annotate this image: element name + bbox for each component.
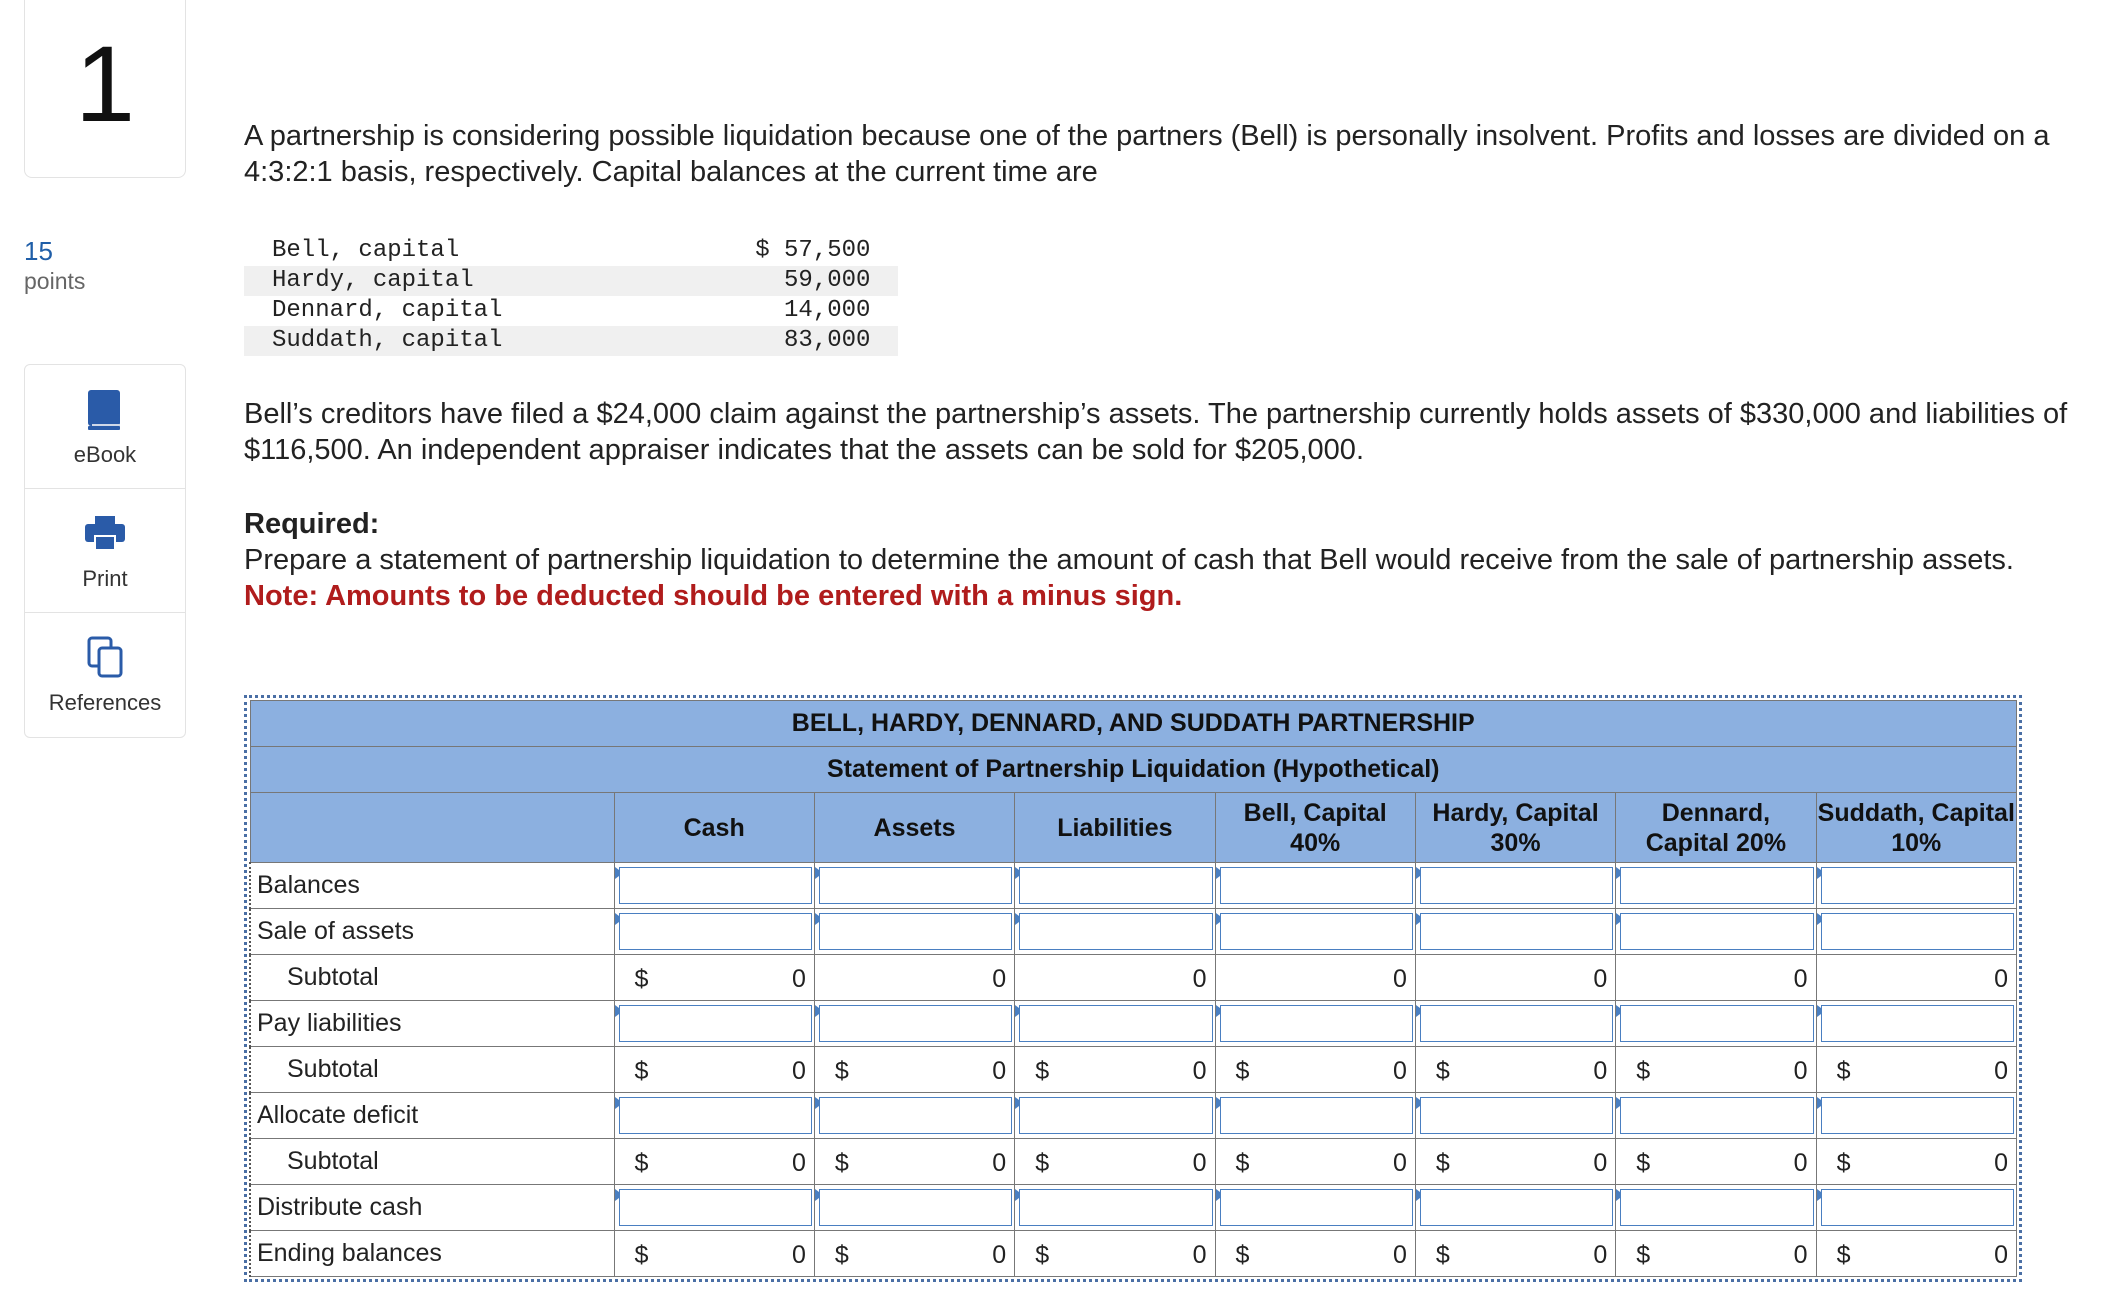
amount-input-cell[interactable] bbox=[1215, 863, 1415, 909]
amount-input[interactable] bbox=[1821, 1189, 2014, 1226]
problem-details: Bell’s creditors have filed a $24,000 claim against the partnership’s assets. The partnership currently holds assets of $330,000 and liabilities of $116,500. An independent appraiser indicates that the assets can be sold for $205,000. bbox=[244, 398, 2068, 466]
computed-value: 0 bbox=[1392, 1149, 1407, 1177]
amount-input[interactable] bbox=[819, 913, 1012, 950]
computed-value-cell bbox=[814, 1047, 1014, 1093]
currency-symbol: $ bbox=[1435, 1149, 1450, 1177]
computed-value-cell bbox=[1215, 955, 1415, 1001]
computed-value-cell bbox=[1616, 1231, 1816, 1277]
note-text: Note: Amounts to be deducted should be entered with a minus sign. bbox=[244, 580, 1183, 612]
question-number: 1 bbox=[74, 22, 136, 144]
row-label: Allocate deficit bbox=[250, 1093, 614, 1139]
currency-symbol: $ bbox=[634, 1149, 649, 1177]
column-header: Hardy, Capital 30% bbox=[1415, 793, 1615, 863]
computed-value-cell bbox=[1015, 1047, 1215, 1093]
row-label: Subtotal bbox=[250, 1047, 614, 1093]
amount-input[interactable] bbox=[619, 913, 812, 950]
computed-value: 0 bbox=[791, 965, 806, 993]
currency-symbol: $ bbox=[1435, 1057, 1450, 1085]
currency-symbol: $ bbox=[1235, 1241, 1250, 1269]
amount-input-cell[interactable] bbox=[1816, 909, 2016, 955]
computed-value-cell bbox=[1415, 1047, 1615, 1093]
amount-input[interactable] bbox=[1220, 1005, 1413, 1042]
table-row bbox=[244, 236, 898, 266]
currency-symbol: $ bbox=[834, 1241, 849, 1269]
amount-input[interactable] bbox=[1019, 1005, 1212, 1042]
amount-input-cell[interactable] bbox=[1816, 1093, 2016, 1139]
tool-panel bbox=[24, 364, 186, 738]
computed-value: 0 bbox=[1793, 1241, 1808, 1269]
computed-value-cell bbox=[1015, 1139, 1215, 1185]
computed-value: 0 bbox=[1392, 1057, 1407, 1085]
amount-input[interactable] bbox=[819, 867, 1012, 904]
currency-symbol: $ bbox=[1836, 1149, 1851, 1177]
computed-value-cell bbox=[814, 1231, 1014, 1277]
points-value: 15 bbox=[24, 236, 53, 266]
computed-value: 0 bbox=[1994, 1149, 2008, 1177]
amount-input-cell[interactable] bbox=[814, 1001, 1014, 1047]
amount-input[interactable] bbox=[1019, 1189, 1212, 1226]
amount-input[interactable] bbox=[1821, 867, 2014, 904]
computed-value-cell bbox=[1616, 1047, 1816, 1093]
amount-input-cell[interactable] bbox=[1015, 909, 1215, 955]
currency-symbol: $ bbox=[634, 1241, 649, 1269]
column-header: Liabilities bbox=[1015, 793, 1215, 863]
amount-input[interactable] bbox=[1620, 867, 1813, 904]
capital-amount: 83,000 bbox=[530, 326, 898, 356]
amount-input-cell[interactable] bbox=[1816, 1001, 2016, 1047]
row-label: Pay liabilities bbox=[250, 1001, 614, 1047]
table-row bbox=[250, 863, 2017, 909]
computed-value: 0 bbox=[791, 1241, 806, 1269]
capital-label: Hardy, capital bbox=[244, 266, 530, 296]
computed-value-cell bbox=[1415, 955, 1615, 1001]
row-label: Subtotal bbox=[250, 1139, 614, 1185]
amount-input-cell[interactable] bbox=[1616, 1093, 1816, 1139]
currency-symbol: $ bbox=[634, 965, 649, 993]
computed-value-cell bbox=[614, 1139, 814, 1185]
book-icon bbox=[86, 386, 124, 434]
currency-symbol: $ bbox=[1235, 1149, 1250, 1177]
amount-input[interactable] bbox=[1019, 1097, 1212, 1134]
computed-value-cell bbox=[814, 955, 1014, 1001]
table-row bbox=[250, 909, 2017, 955]
amount-input-cell[interactable] bbox=[1616, 909, 1816, 955]
row-label: Distribute cash bbox=[250, 1185, 614, 1231]
table-row bbox=[244, 326, 898, 356]
currency-symbol: $ bbox=[634, 1057, 649, 1085]
computed-value: 0 bbox=[1192, 1149, 1207, 1177]
required-title: Required: bbox=[244, 508, 380, 540]
points-info bbox=[24, 236, 85, 297]
amount-input[interactable] bbox=[1821, 1097, 2014, 1134]
capital-label: Suddath, capital bbox=[244, 326, 530, 356]
amount-input-cell[interactable] bbox=[1816, 863, 2016, 909]
amount-input-cell[interactable] bbox=[1415, 863, 1615, 909]
points-label: points bbox=[24, 268, 86, 295]
computed-value-cell bbox=[1816, 1139, 2016, 1185]
amount-input-cell[interactable] bbox=[614, 1001, 814, 1047]
computed-value: 0 bbox=[1593, 1149, 1608, 1177]
computed-value: 0 bbox=[1793, 965, 1808, 993]
amount-input[interactable] bbox=[1019, 867, 1212, 904]
amount-input-cell[interactable] bbox=[1215, 1093, 1415, 1139]
table-row bbox=[244, 296, 898, 326]
row-label-header bbox=[250, 793, 614, 863]
ebook-label: eBook bbox=[73, 441, 137, 467]
computed-value: 0 bbox=[791, 1057, 806, 1085]
computed-value: 0 bbox=[992, 965, 1007, 993]
print-icon bbox=[83, 510, 127, 558]
table-row bbox=[250, 955, 2017, 1001]
currency-symbol: $ bbox=[834, 1057, 849, 1085]
computed-value: 0 bbox=[1593, 965, 1608, 993]
computed-value: 0 bbox=[1192, 965, 1207, 993]
amount-input-cell[interactable] bbox=[1415, 1093, 1615, 1139]
amount-input[interactable] bbox=[619, 867, 812, 904]
amount-input-cell[interactable] bbox=[1015, 1185, 1215, 1231]
question-number-box bbox=[24, 0, 186, 178]
amount-input[interactable] bbox=[1420, 867, 1613, 904]
amount-input-cell[interactable] bbox=[1015, 1001, 1215, 1047]
column-header: Suddath, Capital 10% bbox=[1816, 793, 2016, 863]
table-row bbox=[250, 1047, 2017, 1093]
amount-input[interactable] bbox=[1019, 913, 1212, 950]
amount-input[interactable] bbox=[819, 1005, 1012, 1042]
computed-value: 0 bbox=[1392, 1241, 1407, 1269]
computed-value: 0 bbox=[1793, 1057, 1808, 1085]
computed-value: 0 bbox=[1994, 1241, 2008, 1269]
amount-input[interactable] bbox=[619, 1097, 812, 1134]
computed-value: 0 bbox=[1994, 1057, 2008, 1085]
amount-input[interactable] bbox=[1220, 1189, 1413, 1226]
currency-symbol: $ bbox=[1636, 1057, 1651, 1085]
computed-value-cell bbox=[614, 1047, 814, 1093]
amount-input[interactable] bbox=[1620, 913, 1813, 950]
computed-value-cell bbox=[1816, 955, 2016, 1001]
ebook-button[interactable] bbox=[25, 365, 185, 489]
column-header: Dennard, Capital 20% bbox=[1616, 793, 1816, 863]
amount-input-cell[interactable] bbox=[1616, 1185, 1816, 1231]
amount-input[interactable] bbox=[819, 1097, 1012, 1134]
capital-amount: 59,000 bbox=[530, 266, 898, 296]
currency-symbol: $ bbox=[1435, 1241, 1450, 1269]
amount-input[interactable] bbox=[819, 1189, 1012, 1226]
amount-input[interactable] bbox=[1620, 1189, 1813, 1226]
amount-input[interactable] bbox=[619, 1005, 812, 1042]
computed-value-cell bbox=[1215, 1139, 1415, 1185]
amount-input-cell[interactable] bbox=[814, 909, 1014, 955]
row-label: Sale of assets bbox=[250, 909, 614, 955]
currency-symbol: $ bbox=[1636, 1241, 1651, 1269]
computed-value: 0 bbox=[1192, 1241, 1207, 1269]
computed-value-cell bbox=[1415, 1231, 1615, 1277]
capital-amount: 14,000 bbox=[784, 297, 871, 324]
computed-value-cell bbox=[1015, 955, 1215, 1001]
computed-value: 0 bbox=[1593, 1057, 1608, 1085]
amount-input[interactable] bbox=[619, 1189, 812, 1226]
statement-title: BELL, HARDY, DENNARD, AND SUDDATH PARTNERSHIP bbox=[250, 701, 2017, 747]
required-text: Prepare a statement of partnership liquidation to determine the amount of cash that Bell would receive from the sale of partnership assets. bbox=[244, 544, 2014, 576]
amount-input[interactable] bbox=[1420, 1189, 1613, 1226]
print-label: Print bbox=[82, 565, 128, 591]
table-row bbox=[250, 1185, 2017, 1231]
computed-value: 0 bbox=[791, 1149, 806, 1177]
computed-value: 0 bbox=[1793, 1149, 1808, 1177]
amount-input-cell[interactable] bbox=[1015, 1093, 1215, 1139]
amount-input[interactable] bbox=[1620, 1097, 1813, 1134]
computed-value: 0 bbox=[1392, 965, 1407, 993]
computed-value: 0 bbox=[1192, 1057, 1207, 1085]
liquidation-table bbox=[249, 700, 2017, 1277]
table-row bbox=[250, 1139, 2017, 1185]
amount-input-cell[interactable] bbox=[614, 909, 814, 955]
amount-input-cell[interactable] bbox=[1015, 863, 1215, 909]
computed-value: 0 bbox=[1994, 965, 2008, 993]
computed-value-cell bbox=[1215, 1047, 1415, 1093]
amount-input[interactable] bbox=[1420, 1005, 1613, 1042]
computed-value: 0 bbox=[992, 1149, 1007, 1177]
computed-value-cell bbox=[1616, 955, 1816, 1001]
currency-symbol: $ bbox=[1235, 1057, 1250, 1085]
amount-input[interactable] bbox=[1220, 1097, 1413, 1134]
references-button[interactable] bbox=[25, 613, 185, 737]
capital-amount: $ 57,500 bbox=[755, 237, 871, 264]
column-header: Bell, Capital 40% bbox=[1215, 793, 1415, 863]
column-header: Cash bbox=[614, 793, 814, 863]
problem-content bbox=[244, 118, 2084, 614]
amount-input-cell[interactable] bbox=[1215, 1185, 1415, 1231]
computed-value-cell bbox=[1816, 1231, 2016, 1277]
print-button[interactable] bbox=[25, 489, 185, 613]
table-row bbox=[250, 1093, 2017, 1139]
computed-value-cell bbox=[814, 1139, 1014, 1185]
statement-subtitle: Statement of Partnership Liquidation (Hypothetical) bbox=[250, 747, 2017, 793]
column-header: Assets bbox=[814, 793, 1014, 863]
liquidation-statement bbox=[244, 695, 2022, 1282]
computed-value-cell bbox=[1415, 1139, 1615, 1185]
table-row bbox=[244, 266, 898, 296]
capital-label: Bell, capital bbox=[272, 237, 460, 264]
amount-input-cell[interactable] bbox=[1616, 1001, 1816, 1047]
amount-input[interactable] bbox=[1220, 867, 1413, 904]
computed-value-cell bbox=[1215, 1231, 1415, 1277]
amount-input-cell[interactable] bbox=[1215, 909, 1415, 955]
amount-input[interactable] bbox=[1620, 1005, 1813, 1042]
currency-symbol: $ bbox=[1035, 1241, 1050, 1269]
computed-value-cell bbox=[1616, 1139, 1816, 1185]
problem-intro: A partnership is considering possible liquidation because one of the partners (Bell) is personally insolvent. Profits and losses are divided on a 4:3:2:1 basis, respectively. Capital balances at the current time are bbox=[244, 120, 2050, 188]
currency-symbol: $ bbox=[1035, 1057, 1050, 1085]
table-row bbox=[250, 1001, 2017, 1047]
amount-input[interactable] bbox=[1821, 1005, 2014, 1042]
computed-value: 0 bbox=[1593, 1241, 1608, 1269]
currency-symbol: $ bbox=[834, 1149, 849, 1177]
references-icon bbox=[85, 634, 125, 682]
references-label: References bbox=[48, 690, 162, 715]
amount-input-cell[interactable] bbox=[814, 1185, 1014, 1231]
currency-symbol: $ bbox=[1636, 1149, 1651, 1177]
computed-value: 0 bbox=[992, 1057, 1007, 1085]
capital-label: Dennard, capital bbox=[272, 297, 503, 324]
amount-input-cell[interactable] bbox=[1415, 1185, 1615, 1231]
amount-input-cell[interactable] bbox=[1215, 1001, 1415, 1047]
amount-input-cell[interactable] bbox=[1616, 863, 1816, 909]
computed-value-cell bbox=[614, 1231, 814, 1277]
amount-input-cell[interactable] bbox=[1816, 1185, 2016, 1231]
computed-value-cell bbox=[614, 955, 814, 1001]
amount-input[interactable] bbox=[1420, 913, 1613, 950]
amount-input-cell[interactable] bbox=[1415, 1001, 1615, 1047]
currency-symbol: $ bbox=[1836, 1241, 1851, 1269]
currency-symbol: $ bbox=[1836, 1057, 1851, 1085]
computed-value: 0 bbox=[992, 1241, 1007, 1269]
amount-input[interactable] bbox=[1220, 913, 1413, 950]
row-label: Ending balances bbox=[250, 1231, 614, 1277]
amount-input-cell[interactable] bbox=[614, 1093, 814, 1139]
computed-value-cell bbox=[1015, 1231, 1215, 1277]
table-row bbox=[250, 1231, 2017, 1277]
computed-value-cell bbox=[1816, 1047, 2016, 1093]
amount-input-cell[interactable] bbox=[614, 863, 814, 909]
amount-input-cell[interactable] bbox=[614, 1185, 814, 1231]
amount-input-cell[interactable] bbox=[1415, 909, 1615, 955]
amount-input-cell[interactable] bbox=[814, 863, 1014, 909]
amount-input-cell[interactable] bbox=[814, 1093, 1014, 1139]
row-label: Balances bbox=[250, 863, 614, 909]
currency-symbol: $ bbox=[1035, 1149, 1050, 1177]
capital-balances-table bbox=[244, 236, 898, 356]
row-label: Subtotal bbox=[250, 955, 614, 1001]
amount-input[interactable] bbox=[1420, 1097, 1613, 1134]
amount-input[interactable] bbox=[1821, 913, 2014, 950]
